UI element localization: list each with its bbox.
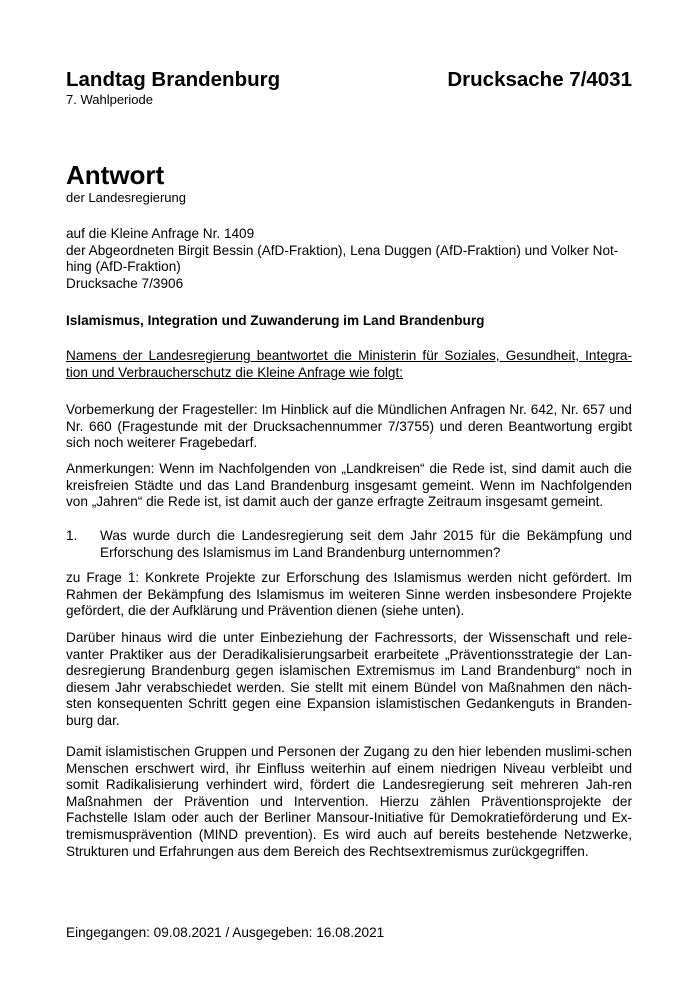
question-text: Was wurde durch die Landesregierung seit dem Jahr 2015 für die Bekämpfung und Erforschung des Islamismus im Land Brandenburg unternommen?: [100, 528, 632, 560]
legislative-period: 7. Wahlperiode: [66, 92, 153, 107]
answer-paragraph: Darüber hinaus wird die unter Einbeziehung der Fachressorts, der Wissenschaft und rele-vanter Praktiker aus der Deradikalisierungsarbeit erarbeitete „Präventionsstrategie der Lan-desregierung Brandenburg gegen islamischen Extremismus im Land Brandenburg“ noch in diesem Jahr verabschiedet werden. Sie stellt mit einem Bündel von Maßnahmen den näch-sten konsequenten Schritt gegen eine Expansion islamistischen Gedankenguts in Branden-burg dar.: [66, 630, 632, 728]
footer-dates: Eingegangen: 09.08.2021 / Ausgegeben: 16.08.2021: [66, 925, 385, 940]
intro-paragraph: Namens der Landesregierung beantwortet die Ministerin für Soziales, Gesundheit, Integra-tion und Verbraucherschutz die Kleine Anfrage wie folgt:: [66, 348, 632, 380]
answer-paragraph: zu Frage 1: Konkrete Projekte zur Erforschung des Islamismus werden nicht gefördert. Im Rahmen der Bekämpfung des Islamismus im weiteren Sinne werden insbesondere Projekte gefördert, die der Aufklärung und Prävention dienen (siehe unten).: [66, 570, 632, 619]
inquiry-line: auf die Kleine Anfrage Nr. 1409: [66, 226, 255, 241]
document-title: Antwort: [66, 160, 165, 190]
document-subtitle: der Landesregierung: [66, 190, 186, 205]
inquiry-line: Drucksache 7/3906: [66, 275, 184, 291]
parliament-name: Landtag Brandenburg: [66, 68, 281, 91]
preliminary-remark: Vorbemerkung der Fragesteller: Im Hinblick auf die Mündlichen Anfragen Nr. 642, Nr. 657 und Nr. 660 (Fragestunde mit der Drucksachennummer 7/3755) und deren Beantwortung ergibt sich noch weiterer Fragebedarf.: [66, 402, 632, 451]
document-number: Drucksache 7/4031: [447, 68, 632, 91]
inquiry-line: der Abgeordneten Birgit Bessin (AfD-Fraktion), Lena Duggen (AfD-Fraktion) und Volker Not-: [66, 242, 619, 258]
notes-paragraph: Anmerkungen: Wenn im Nachfolgenden von „Landkreisen“ die Rede ist, sind damit auch die kreisfreien Städte und das Land Brandenburg insgesamt gemeint. Wenn im Nachfolgenden von „Jahren“ die Rede ist, ist damit auch der ganze erfragte Zeitraum insgesamt gemeint.: [66, 461, 632, 510]
inquiry-line: hing (AfD-Fraktion): [66, 259, 181, 275]
inquiry-block: [66, 226, 632, 292]
answer-paragraph: Damit islamistischen Gruppen und Personen der Zugang zu den hier lebenden muslimi-schen Menschen erschwert wird, ihr Einfluss weiterhin auf einem niedrigen Niveau verbleibt und somit Radikalisierung verhindert wird, fördert die Landesregierung seit mehreren Jah-ren Maßnahmen der Prävention und Intervention. Hierzu zählen Präventionsprojekte der Fachstelle Islam oder auch der Berliner Mansour-Initiative für Demokratieförderung und Ex-tremismusprävention (MIND prevention). Es wird auch auf bereits bestehende Netzwerke, Strukturen und Erfahrungen aus dem Bereich des Rechtsextremismus zurückgegriffen.: [66, 744, 632, 859]
subject-heading: Islamismus, Integration und Zuwanderung im Land Brandenburg: [66, 313, 485, 328]
question-number: 1.: [66, 528, 78, 543]
